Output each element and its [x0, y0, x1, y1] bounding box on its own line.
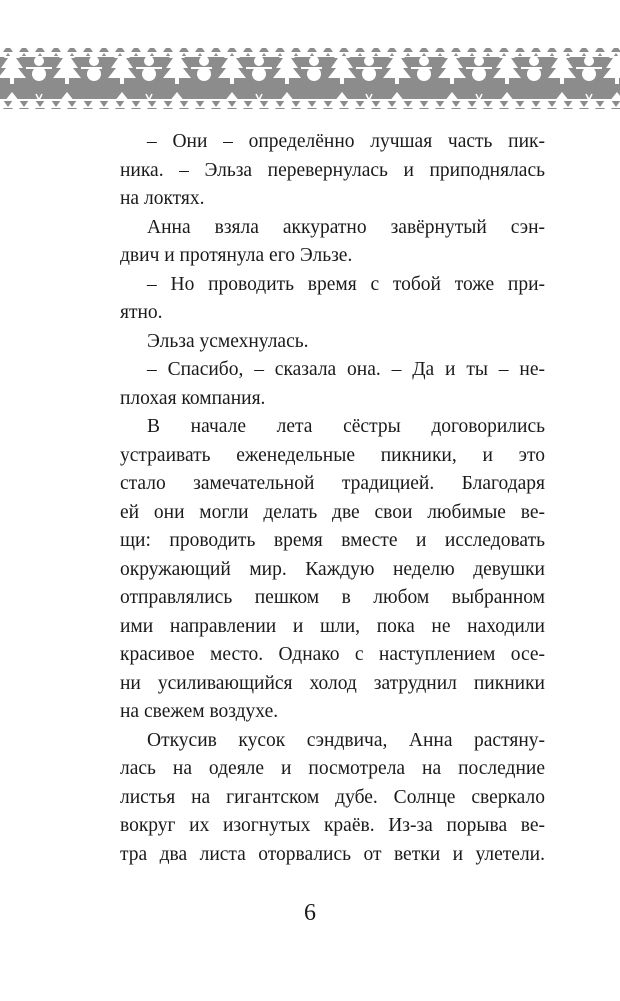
- text-line: ими направлении и шли, пока не находили: [120, 616, 545, 637]
- text-line: В начале лета сёстры договорились: [147, 416, 545, 437]
- text-line: устраивать еженедельные пикники, и это: [120, 445, 545, 466]
- text-line: – Но проводить время с тобой тоже при-: [147, 274, 545, 295]
- text-line: Эльза усмехнулась.: [147, 331, 309, 352]
- text-line: отправлялись пешком в любом выбранном: [120, 587, 545, 608]
- text-line: ятно.: [120, 302, 163, 323]
- text-line: – Спасибо, – сказала она. – Да и ты – не-: [147, 359, 545, 380]
- text-line: Анна взяла аккуратно завёрнутый сэн-: [147, 217, 545, 238]
- text-line: листья на гигантском дубе. Солнце сверкало: [120, 787, 545, 808]
- text-line: плохая компания.: [120, 388, 266, 409]
- text-line: Откусив кусок сэндвича, Анна растяну-: [147, 730, 545, 751]
- text-line: ни усиливающийся холод затруднил пикники: [120, 673, 545, 694]
- text-line: щи: проводить время вместе и исследовать: [120, 530, 545, 551]
- page-number: 6: [304, 900, 316, 926]
- header-ornament-band: [0, 44, 620, 110]
- text-line: красивое место. Однако с наступлением осе-: [120, 644, 545, 665]
- text-line: двич и протянула его Эльзе.: [120, 245, 353, 266]
- text-line: ей они могли делать две свои любимые ве-: [120, 502, 545, 523]
- text-line: окружающий мир. Каждую неделю девушки: [120, 559, 545, 580]
- text-line: лась на одеяле и посмотрела на последние: [120, 758, 545, 779]
- text-line: стало замечательной традицией. Благодаря: [120, 473, 545, 494]
- text-line: ника. – Эльза перевернулась и приподнялась: [120, 160, 545, 181]
- text-line: на локтях.: [120, 188, 205, 209]
- text-line: – Они – определённо лучшая часть пик-: [147, 131, 545, 152]
- text-line: вокруг их изогнутых краёв. Из-за порыва ве-: [120, 815, 545, 836]
- text-line: тра два листа оторвались от ветки и улетели.: [120, 844, 545, 865]
- text-line: на свежем воздухе.: [120, 701, 279, 722]
